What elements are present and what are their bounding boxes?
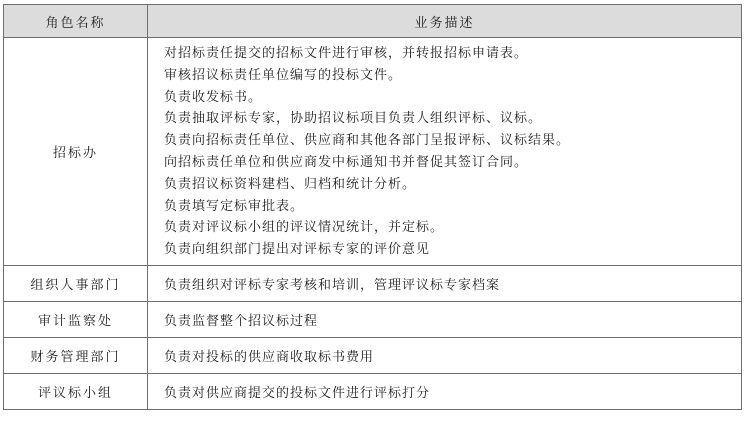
role-name-cell: 审计监察处 (4, 301, 148, 337)
description-line: 对招标责任提交的招标文件进行审核，并转报招标申请表。 (164, 46, 529, 61)
role-name-cell: 招标办 (4, 38, 148, 266)
role-name-cell: 评议标小组 (4, 373, 148, 409)
table-row (4, 301, 742, 337)
table-row (4, 38, 742, 266)
description-cell: 负责组织对评标专家考核和培训，管理评议标专家档案 (148, 265, 742, 301)
header-description: 业务描述 (148, 5, 742, 38)
role-name-cell: 组织人事部门 (4, 265, 148, 301)
table-row (4, 337, 742, 373)
description-line: 负责抽取评标专家，协助招议标项目负责人组织评标、议标。 (164, 111, 543, 127)
header-row (4, 5, 742, 38)
table-row (4, 265, 742, 301)
description-cell (148, 38, 742, 266)
description-line: 负责向组织部门提出对评标专家的评价意见 (164, 242, 431, 258)
description-line: 负责对评议标小组的评议情况统计，并定标。 (164, 220, 445, 236)
description-cell: 负责监督整个招议标过程 (148, 301, 742, 337)
description-line: 审核招议标责任单位编写的投标文件。 (164, 67, 403, 83)
description-line: 负责向招标责任单位、供应商和其他各部门呈报评标、议标结果。 (164, 133, 571, 149)
role-name-cell: 财务管理部门 (4, 337, 148, 373)
roles-table (3, 4, 742, 410)
header-role: 角色名称 (4, 5, 148, 38)
description-line: 负责收发标书。 (164, 89, 263, 105)
description-line: 负责招议标资料建档、归档和统计分析。 (164, 176, 417, 192)
description-line: 向招标责任单位和供应商发中标通知书并督促其签订合同。 (164, 154, 529, 170)
description-cell: 负责对供应商提交的投标文件进行评标打分 (148, 373, 742, 409)
description-cell: 负责对投标的供应商收取标书费用 (148, 337, 742, 373)
table-row (4, 373, 742, 409)
description-line: 负责填写定标审批表。 (164, 198, 305, 214)
